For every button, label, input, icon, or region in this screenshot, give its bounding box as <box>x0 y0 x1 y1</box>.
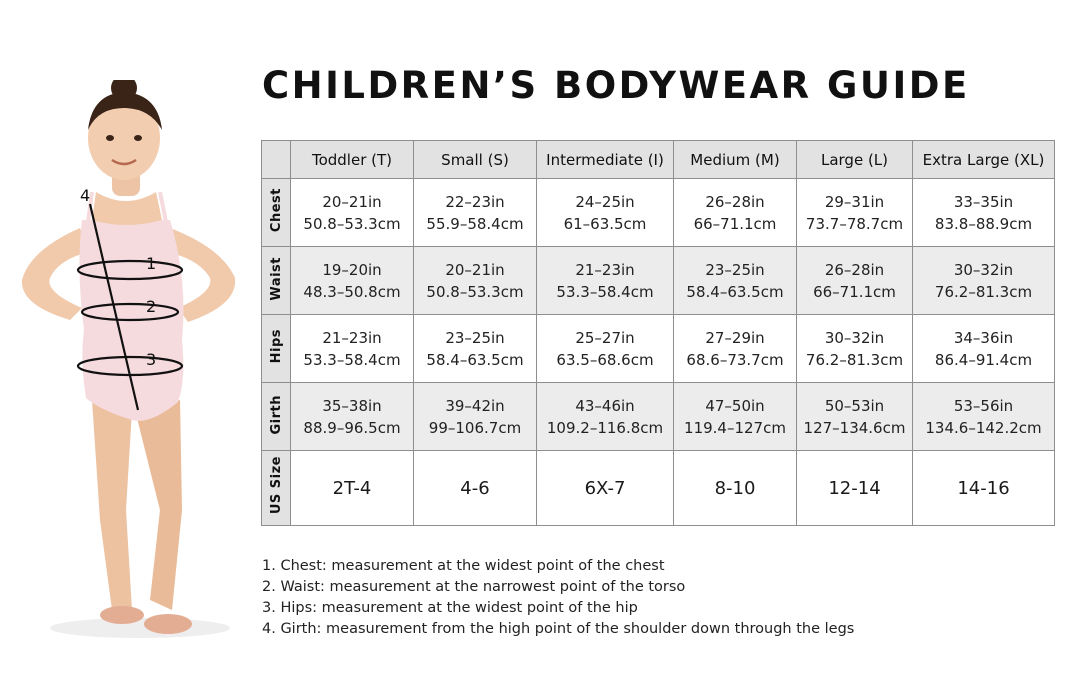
column-header: Large (L) <box>797 141 913 179</box>
value-cm: 76.2–81.3cm <box>805 350 904 369</box>
us-size-cell: 14-16 <box>913 451 1055 526</box>
value-in: 20–21in <box>322 192 382 211</box>
note-girth: 4. Girth: measurement from the high point of the shoulder down through the legs <box>262 621 855 637</box>
row-label: US Size <box>268 456 284 515</box>
size-chart-table <box>261 140 1055 526</box>
marker-2: 2 <box>146 297 157 316</box>
table-cell <box>913 315 1055 383</box>
value-cm: 61–63.5cm <box>563 214 647 233</box>
table-cell <box>537 383 674 451</box>
value-cm: 88.9–96.5cm <box>303 418 401 437</box>
us-size-cell: 12-14 <box>797 451 913 526</box>
table-row-chest <box>262 179 1055 247</box>
measurement-notes <box>262 556 854 640</box>
value-in: 20–21in <box>445 260 505 279</box>
value-in: 50–53in <box>824 396 885 415</box>
table-cell <box>674 247 797 315</box>
row-header <box>262 383 291 451</box>
value-in: 30–32in <box>824 328 885 347</box>
value-cm: 53.3–58.4cm <box>303 350 401 369</box>
value-in: 35–38in <box>322 396 382 415</box>
us-size-cell: 4-6 <box>414 451 537 526</box>
table-cell <box>797 383 913 451</box>
row-header <box>262 315 291 383</box>
column-header: Medium (M) <box>674 141 797 179</box>
us-size-cell: 8-10 <box>674 451 797 526</box>
corner-cell <box>262 141 291 179</box>
column-header: Intermediate (I) <box>537 141 674 179</box>
table-cell <box>913 247 1055 315</box>
table-cell <box>674 383 797 451</box>
marker-4: 4 <box>80 186 91 205</box>
row-label: Waist <box>268 256 284 301</box>
table-row-us-size <box>262 451 1055 526</box>
value-cm: 50.8–53.3cm <box>426 282 524 301</box>
value-cm: 83.8–88.9cm <box>934 214 1033 233</box>
value-in: 22–23in <box>445 192 505 211</box>
value-in: 34–36in <box>953 328 1014 347</box>
value-in: 43–46in <box>575 396 635 415</box>
value-in: 47–50in <box>705 396 765 415</box>
table-cell <box>797 179 913 247</box>
value-cm: 53.3–58.4cm <box>556 282 654 301</box>
table-cell <box>913 383 1055 451</box>
us-size-cell: 2T-4 <box>291 451 414 526</box>
table-cell <box>537 179 674 247</box>
table-row-waist <box>262 247 1055 315</box>
table-cell <box>414 247 537 315</box>
page-title: CHILDREN’S BODYWEAR GUIDE <box>262 64 970 107</box>
value-in: 23–25in <box>705 260 765 279</box>
column-header: Toddler (T) <box>291 141 414 179</box>
value-in: 26–28in <box>705 192 765 211</box>
note-hips: 3. Hips: measurement at the widest point of the hip <box>262 600 638 616</box>
value-in: 33–35in <box>953 192 1014 211</box>
value-cm: 119.4–127cm <box>684 418 786 437</box>
value-in: 26–28in <box>824 260 885 279</box>
note-chest: 1. Chest: measurement at the widest point of the chest <box>262 558 665 574</box>
row-header <box>262 247 291 315</box>
value-cm: 66–71.1cm <box>813 282 896 301</box>
marker-3: 3 <box>146 350 157 369</box>
value-cm: 66–71.1cm <box>693 214 777 233</box>
value-cm: 99–106.7cm <box>428 418 522 437</box>
table-cell <box>414 179 537 247</box>
value-in: 30–32in <box>953 260 1014 279</box>
table-cell <box>797 315 913 383</box>
column-header: Extra Large (XL) <box>913 141 1055 179</box>
value-cm: 73.7–78.7cm <box>805 214 904 233</box>
table-cell <box>291 179 414 247</box>
value-cm: 127–134.6cm <box>803 418 906 437</box>
value-in: 19–20in <box>322 260 382 279</box>
header-row <box>262 141 1055 179</box>
us-size-cell: 6X-7 <box>537 451 674 526</box>
value-cm: 109.2–116.8cm <box>546 418 664 437</box>
value-cm: 58.4–63.5cm <box>426 350 524 369</box>
value-cm: 48.3–50.8cm <box>303 282 401 301</box>
table-row-hips <box>262 315 1055 383</box>
child-model-figure <box>0 80 250 660</box>
value-cm: 86.4–91.4cm <box>934 350 1033 369</box>
value-cm: 68.6–73.7cm <box>686 350 784 369</box>
table-cell <box>674 315 797 383</box>
table-cell <box>414 383 537 451</box>
table-row-girth <box>262 383 1055 451</box>
row-header <box>262 179 291 247</box>
row-label: Girth <box>268 394 284 435</box>
table-cell <box>913 179 1055 247</box>
table-cell <box>291 315 414 383</box>
value-in: 29–31in <box>824 192 885 211</box>
row-header <box>262 451 291 526</box>
value-cm: 55.9–58.4cm <box>426 214 524 233</box>
value-in: 25–27in <box>575 328 635 347</box>
value-in: 39–42in <box>445 396 505 415</box>
table-cell <box>291 247 414 315</box>
value-in: 53–56in <box>953 396 1014 415</box>
value-cm: 63.5–68.6cm <box>556 350 654 369</box>
value-in: 21–23in <box>575 260 635 279</box>
row-label: Hips <box>268 329 284 364</box>
value-cm: 50.8–53.3cm <box>303 214 401 233</box>
table-cell <box>291 383 414 451</box>
column-header: Small (S) <box>414 141 537 179</box>
value-in: 21–23in <box>322 328 382 347</box>
value-in: 27–29in <box>705 328 765 347</box>
value-in: 24–25in <box>575 192 635 211</box>
value-cm: 76.2–81.3cm <box>934 282 1033 301</box>
note-waist: 2. Waist: measurement at the narrowest point of the torso <box>262 579 686 595</box>
value-in: 23–25in <box>445 328 505 347</box>
table-cell <box>537 315 674 383</box>
table-cell <box>537 247 674 315</box>
table-cell <box>674 179 797 247</box>
table-cell <box>414 315 537 383</box>
row-label: Chest <box>268 188 284 233</box>
marker-1: 1 <box>146 254 157 273</box>
table-cell <box>797 247 913 315</box>
value-cm: 134.6–142.2cm <box>925 418 1042 437</box>
value-cm: 58.4–63.5cm <box>686 282 784 301</box>
